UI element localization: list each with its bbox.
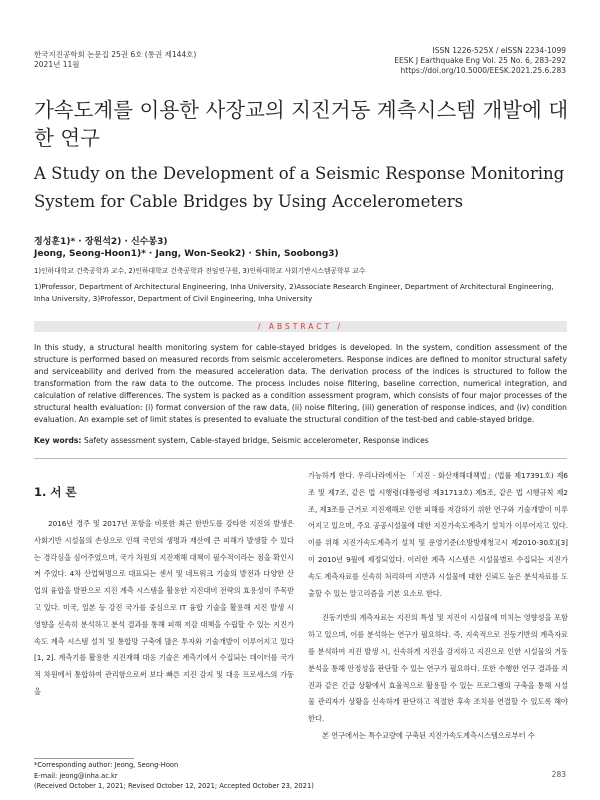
journal-name-ko: 한국지진공학회 논문집 25권 6호 (통권 제144호) <box>34 50 197 59</box>
abstract-banner <box>34 321 567 332</box>
keywords-label: Key words: <box>34 436 82 445</box>
paragraph: 진동기반의 계측자료는 지진의 특성 및 지진이 시설물에 미치는 영향성을 포함하고 있으며, 이를 분석하는 연구가 필요하다. 즉, 지속적으로 진동기반의 계측자료를 분석하여 지진 발생 시, 신속하게 지진을 감지하고 지진으로 인한 시설물의 거동 분석을 통해 안정성을 판단할 수 있는 연구가 필요하다. 또한 수행한 연구 결과를 지진과 같은 긴급 상황에서 효율적으로 활용할 수 있는 프로그램의 구축을 통해 시설물 관리자가 상황을 신속하게 판단하고 적절한 후속 조치를 연결할 수 있도록 해야 한다. <box>308 613 568 724</box>
section-heading: 1. 서 론 <box>34 485 77 499</box>
title-english: A Study on the Development of a Seismic Response Monitoring System for Cable Bridges by Using Accelerometers <box>34 164 565 211</box>
body-column-left <box>34 516 294 701</box>
page-number: 283 <box>551 770 566 779</box>
paragraph: 본 연구에서는 특수교량에 구축된 지진가속도계측시스템으로부터 수 <box>322 730 535 740</box>
abstract-text: In this study, a structural health monitoring system for cable-stayed bridges is developed. In the system, condition assessment of the structure is performed based on measured records from seismic accelerometers. Response indices are defined to monitor structural safety and serviceability and derived from the measured acceleration data. The derivation process of the indices is structured to follow the transformation from the raw data to the outcome. The process includes noise filtering, baseline correction, numerical integration, and calculation of relative differences. The system is packed as a condition assessment program, which consists of four major processes of the structural health evaluation: (i) format conversion of the raw data, (ii) noise filtering, (iii) generation of response indices, and (iv) condition evaluation. An example set of limit states is presented to evaluate the structural condition of the test-bed and cable-stayed bridge. <box>34 343 567 424</box>
received-dates: (Received October 1, 2021; Revised October 12, 2021; Accepted October 23, 2021) <box>34 782 314 790</box>
title-korean: 가속도계를 이용한 사장교의 지진거동 계측시스템 개발에 대한 연구 <box>34 98 569 150</box>
paragraph: 가능하게 한다. 우리나라에서는 「지진 · 화산재해대책법」(법률 제17391호) 제6조 및 제7조, 같은 법 시행령(대통령령 제31713호) 제5조, 같은 법 시행규칙 제2조, 제3조를 근거로 지진재해로 인한 피해를 저감하기 위한 연구와 기술개발이 이루어지고 있으며, 주요 공공시설물에 대한 지진가속도계측기 설치가 이루어지고 있다. 이를 위해 지진가속도계측기 설치 및 운영기준(소방방재청고시 제2010-30호)[3]이 2010년 9월에 제정되었다. 이러한 계측 시스템은 시설물별로 수집되는 지진가속도 계측자료를 신속히 처리하여 지반과 시설물에 대한 신뢰도 높은 분석자료를 도출할 수 있는 알고리즘을 기본 요소로 한다. <box>308 471 568 598</box>
journal-volume-line: EESK J Earthquake Eng Vol. 25 No. 6, 283-292 <box>394 56 566 65</box>
journal-date: 2021년 11월 <box>34 60 80 69</box>
journal-header-left <box>34 50 196 70</box>
issn-line: ISSN 1226-525X / eISSN 2234-1099 <box>432 46 566 55</box>
authors-english: Jeong, Seong-Hoon1)* · Jang, Won-Seok2) · Shin, Soobong3) <box>34 249 339 259</box>
paragraph: 2016년 경주 및 2017년 포항을 비롯한 최근 한반도를 강타한 지진의 발생은 사회기반 시설물의 손상으로 인해 국민의 생명과 재산에 큰 피해가 발생할 수 있다는 경각심을 심어주었으며, 국가 차원의 지진재해 대책이 필수적이라는 점을 확인시켜 주었다. 4차 산업혁명으로 대표되는 센서 및 네트워크 기술의 발전과 다양한 산업의 융합을 발판으로 지진 계측 시스템을 활용한 지진대비 전략의 효용성이 주목받고 있다. 미국, 일본 등 강진 국가를 중심으로 IT 융합 기술을 활용해 지진 발생 시 영향을 신속히 분석하고 분석 결과를 통해 피해 저감 대책을 수립할 수 있는 지진가속도 계측 시스템 설치 및 통합망 구축에 많은 투자와 기술개발이 이루어지고 있다[1, 2]. 계측기를 활용한 지진재해 대응 기술은 계측기에서 수집되는 데이터를 국가적 차원에서 통합하여 관리함으로써 보다 빠른 지진 감지 및 대응 프로세스의 가동을 <box>34 519 294 696</box>
footnote <box>34 760 314 792</box>
journal-header-right <box>394 46 566 76</box>
footnote-divider <box>34 758 134 759</box>
keywords-text: Safety assessment system, Cable-stayed bridge, Seismic accelerometer, Response indices <box>83 436 429 445</box>
keywords-line <box>34 436 567 445</box>
body-column-right <box>308 468 568 745</box>
abstract-label: / ABSTRACT / <box>257 322 344 331</box>
corresponding-author: *Corresponding author: Jeong, Seong-Hoon <box>34 761 179 769</box>
author-email: E-mail: jeong@inha.ac.kr <box>34 771 118 780</box>
divider <box>34 458 567 459</box>
affiliation-korean: 1)인하대학교 건축공학과 교수, 2)인하대학교 건축공학과 전임연구원, 3)인하대학교 사회기반시스템공학부 교수 <box>34 267 366 275</box>
affiliation-english: 1)Professor, Department of Architectural Engineering, Inha University, 2)Associate Research Engineer, Department of Architectural Engineering, Inha University, 3)Professor, Department of Civil Engineering, Inha University <box>34 282 554 303</box>
authors-korean: 정성훈1)* · 장원석2) · 신수봉3) <box>34 237 168 247</box>
doi-link[interactable]: https://doi.org/10.5000/EESK.2021.25.6.283 <box>400 66 566 75</box>
